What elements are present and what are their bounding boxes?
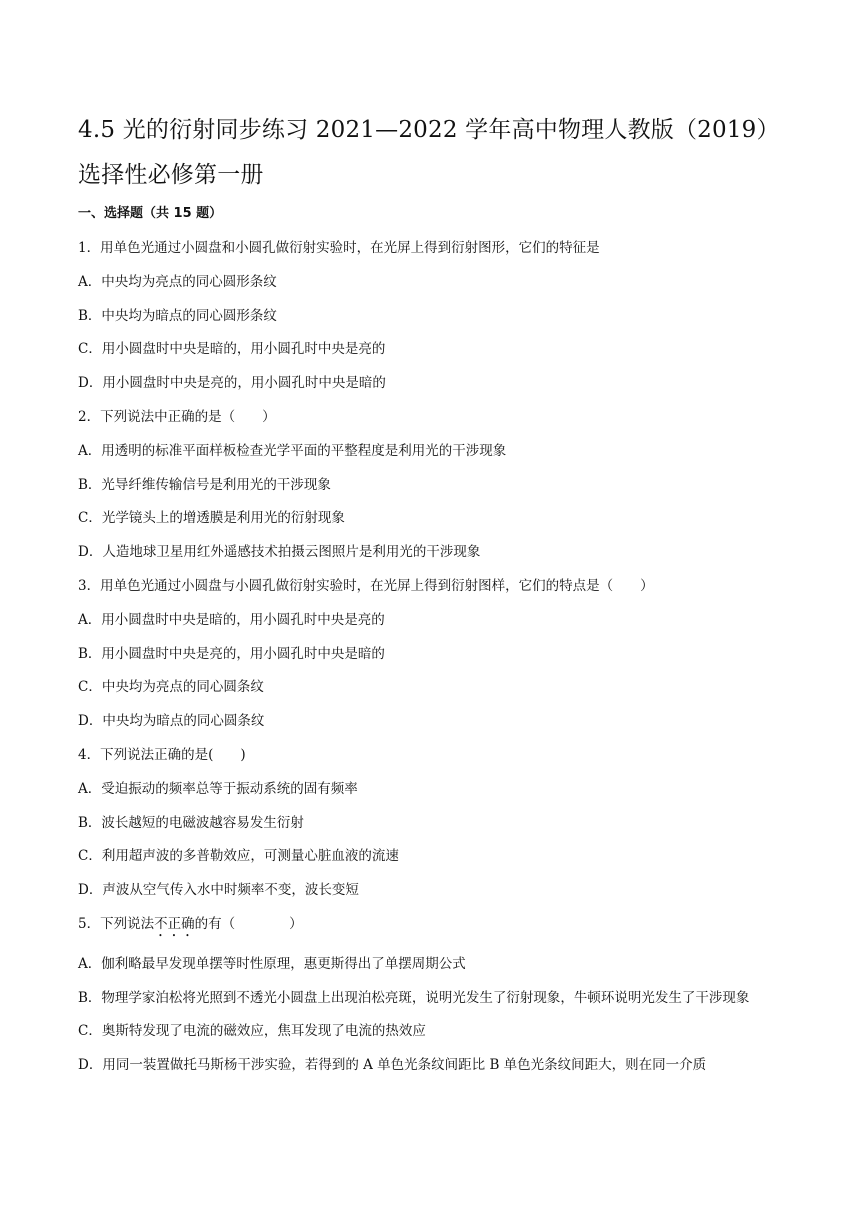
question-1	[78, 238, 784, 393]
question-4	[78, 745, 784, 900]
stem-after: 的有（ ）	[194, 915, 303, 932]
question-2	[78, 407, 784, 562]
option-b: B．物理学家泊松将光照到不透光小圆盘上出现泊松亮斑，说明光发生了衍射现象，牛顿环说明光发生了干涉现象	[78, 989, 750, 1006]
option-a: A．伽利略最早发现单摆等时性原理，惠更斯得出了单摆周期公式	[78, 955, 466, 972]
option-b: B．波长越短的电磁波越容易发生衍射	[78, 814, 304, 831]
option-b: B．用小圆盘时中央是亮的，用小圆孔时中央是暗的	[78, 645, 385, 662]
option-d: D．用小圆盘时中央是亮的，用小圆孔时中央是暗的	[78, 375, 386, 392]
document-title: 4.5 光的衍射同步练习 2021—2022 学年高中物理人教版（2019）选择性必修第一册	[78, 117, 780, 188]
question-stem: 1．用单色光通过小圆盘和小圆孔做衍射实验时，在光屏上得到衍射图形，它们的特征是	[78, 240, 600, 256]
option-d: D．中央均为暗点的同心圆条纹	[78, 713, 265, 730]
option-a: A．受迫振动的频率总等于振动系统的固有频率	[78, 780, 358, 797]
option-c: C．光学镜头上的增透膜是利用光的衍射现象	[78, 510, 345, 527]
option-b: B．光导纤维传输信号是利用光的干涉现象	[78, 476, 331, 493]
option-c: C．用小圆盘时中央是暗的，用小圆孔时中央是亮的	[78, 341, 386, 358]
option-d: D．声波从空气传入水中时频率不变，波长变短	[78, 882, 359, 899]
question-stem	[78, 914, 784, 940]
option-d: D．用同一装置做托马斯杨干涉实验，若得到的 A 单色光条纹间距比 B 单色光条纹间距大，则在同一介质	[78, 1057, 707, 1074]
option-c: C．奥斯特发现了电流的磁效应，焦耳发现了电流的热效应	[78, 1023, 426, 1040]
question-stem: 4．下列说法正确的是( )	[78, 746, 246, 763]
section-heading: 一、选择题（共 15 题）	[78, 206, 223, 221]
option-d: D．人造地球卫星用红外遥感技术拍摄云图照片是利用光的干涉现象	[78, 544, 481, 561]
stem-before: 5．下列说法	[78, 915, 155, 932]
question-3	[78, 576, 784, 731]
question-stem: 2．下列说法中正确的是（ ）	[78, 408, 276, 425]
option-b: B．中央均为暗点的同心圆形条纹	[78, 307, 277, 324]
document-page	[78, 108, 784, 1089]
option-a: A．中央均为亮点的同心圆形条纹	[78, 273, 277, 290]
option-c: C．中央均为亮点的同心圆条纹	[78, 679, 264, 696]
question-stem: 3．用单色光通过小圆盘与小圆孔做衍射实验时，在光屏上得到衍射图样，它们的特点是（ ）	[78, 577, 654, 594]
option-a: A．用透明的标准平面样板检查光学平面的平整程度是利用光的干涉现象	[78, 442, 507, 459]
stem-emphasis: 不正确	[154, 915, 195, 932]
option-c: C．利用超声波的多普勒效应，可测量心脏血液的流速	[78, 848, 399, 865]
option-a: A．用小圆盘时中央是暗的，用小圆孔时中央是亮的	[78, 611, 385, 628]
question-5	[78, 914, 784, 1075]
